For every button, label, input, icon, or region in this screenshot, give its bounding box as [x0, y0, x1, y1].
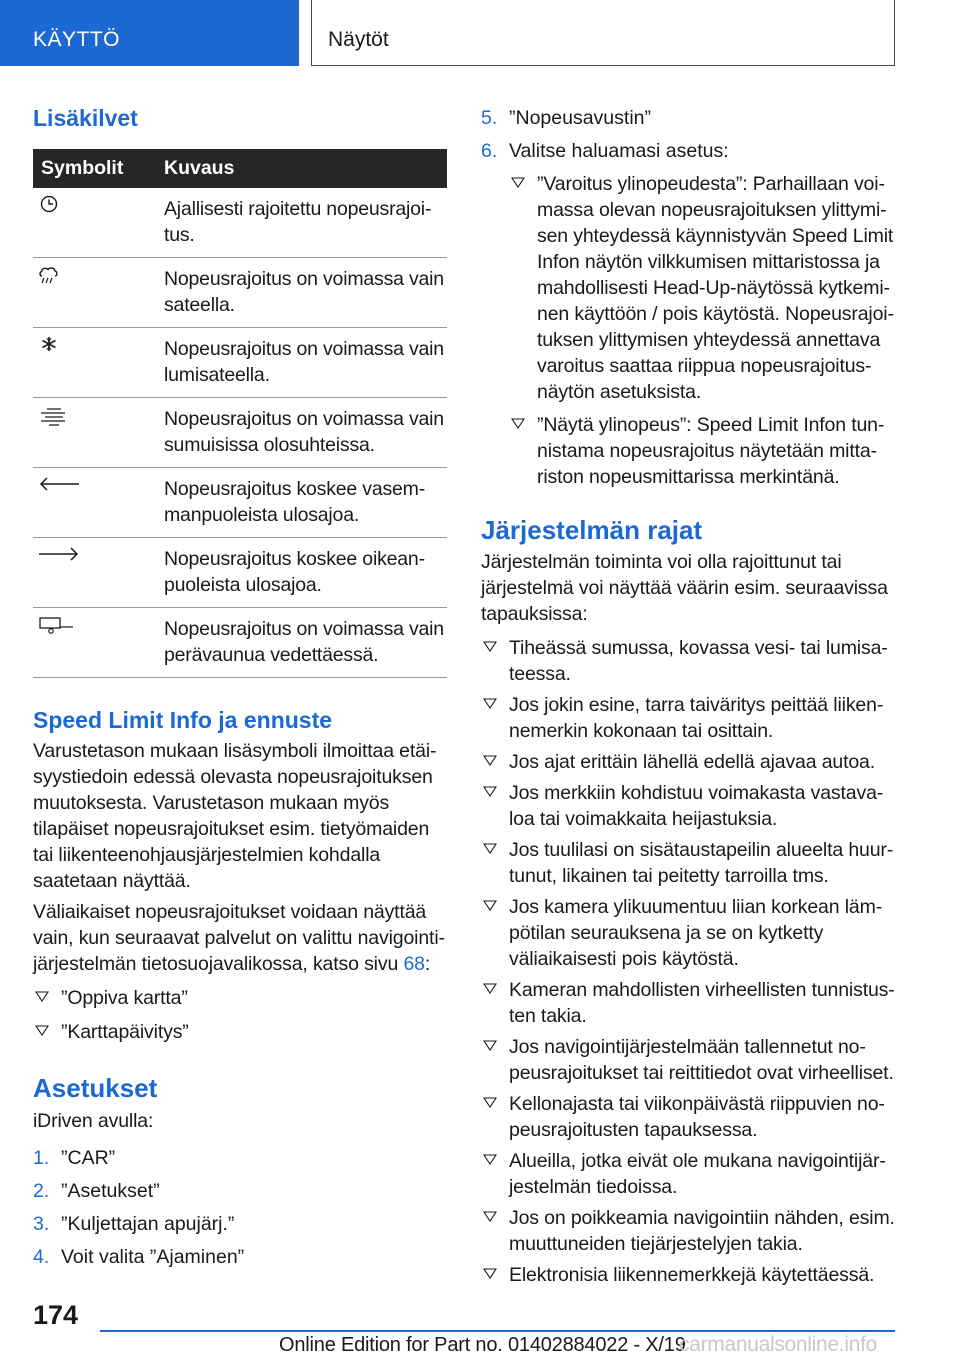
- triangle-bullet-icon: [483, 1209, 497, 1223]
- list-item: ”Näytä ylinopeus”: Speed Limit Infon tunnistama nopeusrajoitus näytetään mittariston nopeusmittarissa merkintänä.: [509, 412, 897, 490]
- list-item: 5. ”Nopeusavustin”: [481, 107, 651, 129]
- snowflake-icon: [39, 336, 79, 358]
- list-item: Jos kamera ylikuumentuu liian korkean lämpötilan seurauksena ja se on kytketty väliaikaisesti pois käytöstä.: [481, 894, 897, 972]
- list-item: 3. ”Kuljettajan apujärj.”: [33, 1213, 235, 1235]
- left-column: [33, 100, 448, 1270]
- page-number: 174: [33, 1300, 79, 1330]
- speed-limit-title: Speed Limit Info ja ennuste: [33, 707, 333, 733]
- fog-icon: [39, 406, 79, 428]
- list-item: Kameran mahdollisten virheellisten tunnistusten takia.: [481, 977, 897, 1029]
- list-item: Jos navigointijärjestelmään tallennetut nopeusrajoitukset tai reittitiedot ovat virheelliset.: [481, 1034, 897, 1086]
- table-row: [33, 398, 447, 468]
- list-item: 1. ”CAR”: [33, 1147, 116, 1169]
- list-item: 6. Valitse haluamasi asetus:: [481, 140, 729, 162]
- table-cell-description: Nopeusrajoitus koskee oikeanpuoleista ulosajoa.: [164, 538, 447, 608]
- table-row: [33, 468, 447, 538]
- triangle-bullet-icon: [483, 696, 497, 710]
- triangle-bullet-icon: [483, 784, 497, 798]
- table-cell-description: Nopeusrajoitus on voimassa vain sateella.: [164, 258, 447, 328]
- list-item: Kellonajasta tai viikonpäivästä riippuvien nopeusrajoitusten tapauksessa.: [481, 1091, 897, 1143]
- clock-icon: [39, 196, 79, 218]
- rajat-title: Järjestelmän rajat: [481, 515, 703, 545]
- triangle-bullet-icon: [483, 841, 497, 855]
- header-section-label: KÄYTTÖ: [33, 28, 121, 51]
- list-item: Tiheässä sumussa, kovassa vesi- tai lumisateessa.: [481, 635, 897, 687]
- list-item: Jos on poikkeamia navigointiin nähden, esim. muuttuneiden tiejärjestelyjen takia.: [481, 1205, 897, 1257]
- header-section-tab: [0, 0, 299, 66]
- table-cell-description: Nopeusrajoitus koskee vasemmanpuoleista ulosajoa.: [164, 468, 447, 538]
- right-column: [481, 100, 897, 1288]
- triangle-bullet-icon: [483, 1152, 497, 1166]
- triangle-bullet-icon: [483, 1038, 497, 1052]
- table-row: [33, 608, 447, 678]
- triangle-bullet-icon: [35, 989, 49, 1003]
- table-row: [33, 328, 447, 398]
- table-row: [33, 188, 447, 258]
- rajat-bullet-list: [481, 635, 897, 1288]
- triangle-bullet-icon: [483, 898, 497, 912]
- watermark: carmanualsonline.info: [679, 1333, 877, 1356]
- trailer-icon: [39, 616, 79, 638]
- triangle-bullet-icon: [483, 639, 497, 653]
- triangle-bullet-icon: [483, 1266, 497, 1280]
- table-header-row: [33, 149, 447, 188]
- list-item: ”Varoitus ylinopeudesta”: Parhaillaan voimassa olevan nopeusrajoituksen ylittymisen yhteydessä käynnistyvän Speed Limit Infon näytön vilkkumisen mittaristossa ja mahdollisesti Head-Up-näytössä kytkeminen käyttöön / pois käytöstä. Nopeusrajoituksen ylittymisen yhteydessä annettava varoitus saattaa riippua nopeusrajoitusnäytön asetuksista.: [509, 171, 897, 405]
- asetukset-steps-right: [481, 105, 897, 164]
- triangle-bullet-icon: [483, 1095, 497, 1109]
- table-header-description: Kuvaus: [164, 149, 447, 188]
- header-chapter-tab: [311, 0, 895, 66]
- list-item: Jos jokin esine, tarra taiväritys peittää liikennemerkin kokonaan tai osittain.: [481, 692, 897, 744]
- table-cell-description: Ajallisesti rajoitettu nopeusrajoitus.: [164, 188, 447, 258]
- footer-edition: Online Edition for Part no. 01402884022 - X/19: [279, 1334, 686, 1356]
- triangle-bullet-icon: [511, 416, 525, 430]
- triangle-bullet-icon: [511, 175, 525, 189]
- list-item: Jos tuulilasi on sisätaustapeilin alueelta huurtunut, likainen tai peitetty tarroilla tms.: [481, 837, 897, 889]
- table-row: [33, 258, 447, 328]
- list-item: Jos ajat erittäin lähellä edellä ajavaa autoa.: [481, 749, 897, 775]
- rajat-intro: Järjestelmän toiminta voi olla rajoittunut tai järjestelmä voi näyttää väärin esim. seuraavissa tapauksissa:: [481, 551, 888, 625]
- table-row: [33, 538, 447, 608]
- triangle-bullet-icon: [483, 753, 497, 767]
- footer-divider: [100, 1330, 895, 1332]
- speed-limit-paragraph-1: Varustetason mukaan lisäsymboli ilmoittaa etäisyystiedoin edessä olevasta nopeusrajoituksen muutoksesta. Varustetason mukaan myös tilapäiset nopeusrajoitukset esim. tietyömaiden tai liikenteenohjausjärjestelmien kohdalla saatetaan näyttää.: [33, 740, 437, 892]
- triangle-bullet-icon: [35, 1023, 49, 1037]
- table-cell-description: Nopeusrajoitus on voimassa vain sumuisissa olosuhteissa.: [164, 398, 447, 468]
- table-cell-description: Nopeusrajoitus on voimassa vain lumisateella.: [164, 328, 447, 398]
- asetukset-options-list: [509, 171, 897, 490]
- triangle-bullet-icon: [483, 981, 497, 995]
- list-item: ”Oppiva kartta”: [33, 985, 448, 1011]
- rain-cloud-icon: [39, 266, 79, 288]
- list-item: ”Karttapäivitys”: [33, 1019, 448, 1045]
- asetukset-steps-left: [33, 1145, 448, 1270]
- table-header-symbols: Symbolit: [33, 149, 164, 188]
- symbols-table: [33, 149, 447, 678]
- list-item: Jos merkkiin kohdistuu voimakasta vastavaloa tai voimakkaita heijastuksia.: [481, 780, 897, 832]
- arrow-left-icon: [39, 476, 79, 498]
- header-chapter-label: Näytöt: [328, 28, 389, 51]
- page-link[interactable]: 68: [403, 953, 425, 975]
- asetukset-intro: iDriven avulla:: [33, 1110, 154, 1132]
- lisakilvet-title: Lisäkilvet: [33, 105, 138, 131]
- arrow-right-icon: [39, 546, 79, 568]
- table-cell-description: Nopeusrajoitus on voimassa vain perävaunua vedettäessä.: [164, 608, 447, 678]
- asetukset-title: Asetukset: [33, 1073, 158, 1103]
- list-item: Elektronisia liikennemerkkejä käytettäessä.: [481, 1262, 897, 1288]
- list-item: Alueilla, jotka eivät ole mukana navigointijärjestelmän tiedoissa.: [481, 1148, 897, 1200]
- list-item: 4. Voit valita ”Ajaminen”: [33, 1246, 245, 1268]
- speed-limit-paragraph-2: Väliaikaiset nopeusrajoitukset voidaan näyttää vain, kun seuraavat palvelut on valittu navigointijärjestelmän tietosuojavalikossa, katso sivu 68:: [33, 901, 446, 975]
- list-item: 2. ”Asetukset”: [33, 1180, 160, 1202]
- speed-limit-bullet-list: [33, 985, 448, 1045]
